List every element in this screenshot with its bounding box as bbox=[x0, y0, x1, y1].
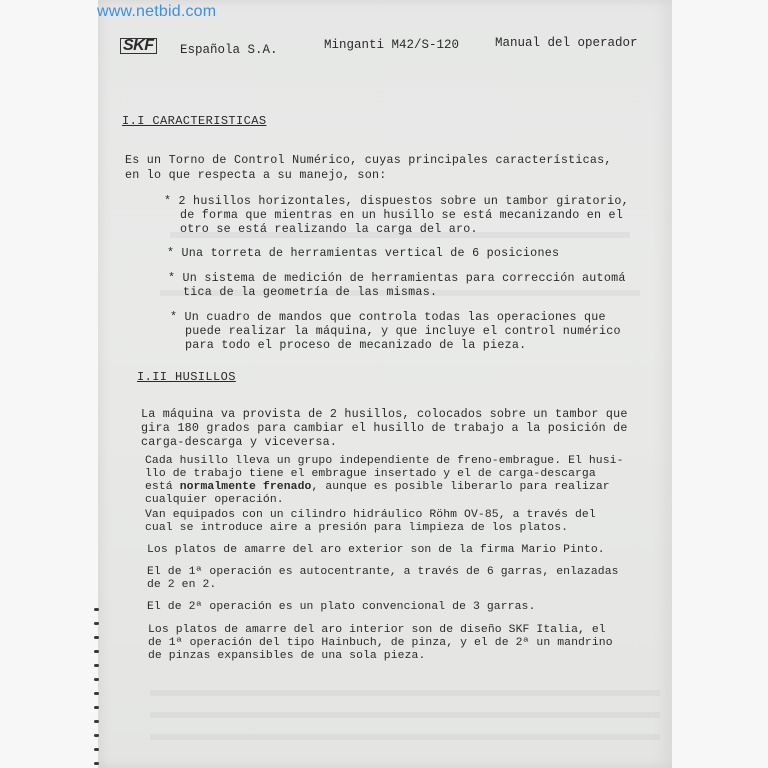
text-run: está bbox=[145, 481, 180, 493]
paragraph-line: Van equipados con un cilindro hidráulico Röhm OV-85, a través del bbox=[145, 509, 596, 521]
section-title-husillos: I.II HUSILLOS bbox=[137, 370, 236, 384]
company-name: Española S.A. bbox=[180, 43, 278, 57]
background-left bbox=[0, 0, 98, 768]
bullet-cuadro-mandos: para todo el proceso de mecanizado de la pieza. bbox=[185, 338, 527, 352]
machine-model: Minganti M42/S-120 bbox=[324, 38, 460, 52]
binding-ring bbox=[94, 650, 99, 653]
paragraph-line: La máquina va provista de 2 husillos, colocados sobre un tambor que bbox=[141, 407, 628, 421]
bullet-cuadro-mandos: * Un cuadro de mandos que controla todas las operaciones que bbox=[170, 310, 606, 324]
binding-ring bbox=[94, 762, 99, 765]
bullet-cuadro-mandos: puede realizar la máquina, y que incluye el control numérico bbox=[185, 324, 621, 338]
page-header bbox=[120, 37, 660, 59]
binding-ring bbox=[94, 664, 99, 667]
binding-ring bbox=[94, 622, 99, 625]
text-run: , aunque es posible liberarlo para realizar bbox=[311, 481, 610, 493]
bleed-through bbox=[150, 690, 660, 696]
intro-line: Es un Torno de Control Numérico, cuyas principales características, bbox=[125, 153, 612, 167]
background-right bbox=[672, 0, 768, 768]
paragraph-line: llo de trabajo tiene el embrague insertado y el de carga-descarga bbox=[145, 468, 596, 480]
binding-ring bbox=[94, 678, 99, 681]
binding-ring bbox=[94, 692, 99, 695]
bullet-torreta: * Una torreta de herramientas vertical de 6 posiciones bbox=[167, 246, 560, 260]
paragraph-line bbox=[145, 481, 610, 493]
paragraph-line: de 2 en 2. bbox=[147, 579, 217, 591]
section-title-caracteristicas: I.I CARACTERISTICAS bbox=[122, 114, 267, 128]
paragraph-line: Cada husillo lleva un grupo independiente de freno-embrague. El husi- bbox=[145, 455, 624, 467]
watermark: www.netbid.com bbox=[97, 3, 217, 20]
bullet-husillos: de forma que mientras en un husillo se está mecanizando en el bbox=[180, 208, 624, 222]
paragraph-line: El de 2ª operación es un plato convencional de 3 garras. bbox=[147, 601, 536, 613]
bullet-medicion: tica de la geometría de las mismas. bbox=[183, 285, 438, 299]
bleed-through bbox=[150, 712, 660, 718]
binding-ring bbox=[94, 706, 99, 709]
binding-ring bbox=[94, 734, 99, 737]
paragraph-line: cualquier operación. bbox=[145, 494, 284, 506]
binding-ring bbox=[94, 636, 99, 639]
paragraph-line: Los platos de amarre del aro interior son de diseño SKF Italia, el bbox=[148, 624, 606, 636]
manual-title: Manual del operador bbox=[495, 36, 638, 50]
bleed-through bbox=[150, 734, 660, 740]
bullet-medicion: * Un sistema de medición de herramientas para corrección automá bbox=[168, 271, 626, 285]
bullet-husillos: * 2 husillos horizontales, dispuestos sobre un tambor giratorio, bbox=[164, 194, 629, 208]
paragraph-line: Los platos de amarre del aro exterior son de la firma Mario Pinto. bbox=[147, 544, 605, 556]
paragraph-line: cual se introduce aire a presión para limpieza de los platos. bbox=[145, 522, 569, 534]
binding-ring bbox=[94, 748, 99, 751]
paragraph-line: gira 180 grados para cambiar el husillo de trabajo a la posición de bbox=[141, 421, 628, 435]
paragraph-line: carga-descarga y viceversa. bbox=[141, 435, 338, 449]
paragraph-line: de pinzas expansibles de una sola pieza. bbox=[148, 650, 426, 662]
binding-ring bbox=[94, 720, 99, 723]
intro-line: en lo que respecta a su manejo, son: bbox=[125, 168, 387, 182]
emphasis-normalmente-frenado: normalmente frenado bbox=[179, 481, 312, 493]
skf-logo: SKF bbox=[120, 38, 157, 54]
binding-ring bbox=[94, 608, 99, 611]
bullet-husillos: otro se está realizando la carga del aro. bbox=[180, 222, 478, 236]
paragraph-line: de 1ª operación del tipo Hainbuch, de pinza, y el de 2ª un mandrino bbox=[148, 637, 613, 649]
paragraph-line: El de 1ª operación es autocentrante, a través de 6 garras, enlazadas bbox=[147, 566, 619, 578]
